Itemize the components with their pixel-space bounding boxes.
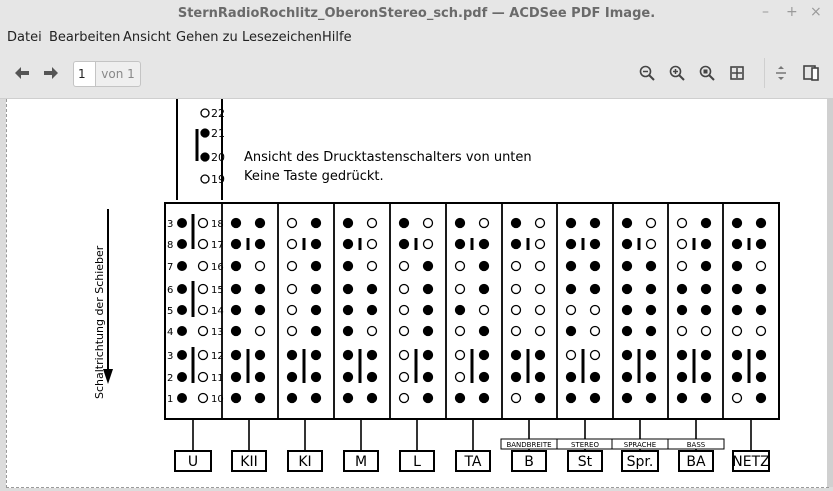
document-page <box>6 99 829 488</box>
contact-dot <box>178 306 187 315</box>
contact-dot <box>201 153 209 161</box>
contact-dot <box>512 262 521 271</box>
contact-dot <box>344 306 353 315</box>
contact-dot <box>480 394 489 403</box>
contact-dot <box>232 219 241 228</box>
contact-dot <box>368 351 377 360</box>
contact-dot <box>178 373 187 382</box>
contact-dot <box>232 285 241 294</box>
contact-dot <box>456 219 465 228</box>
button-label: NETZ <box>732 454 770 470</box>
contact-dot <box>312 327 321 336</box>
contact-dot <box>199 285 208 294</box>
document-viewer[interactable] <box>0 99 833 491</box>
contact-dot <box>536 262 545 271</box>
contact-dot <box>312 219 321 228</box>
contact-dot <box>256 373 265 382</box>
button-label: B <box>524 454 534 470</box>
contact-dot <box>312 373 321 382</box>
contact-dot <box>678 373 687 382</box>
contact-dot <box>400 285 409 294</box>
contact-dot <box>733 306 742 315</box>
contact-dot <box>567 306 576 315</box>
group-label: BASS <box>686 441 706 449</box>
side-label: Schaltrichtung der Schieber <box>93 245 106 399</box>
row-number-right: 11 <box>211 373 224 384</box>
contact-dot <box>368 240 377 249</box>
contact-dot <box>456 351 465 360</box>
contact-dot <box>456 327 465 336</box>
contact-dot <box>256 394 265 403</box>
contact-dot <box>647 351 656 360</box>
contact-dot <box>591 327 600 336</box>
contact-dot <box>256 306 265 315</box>
caption-line-1: Ansicht des Drucktastenschalters von unten <box>244 150 532 165</box>
contact-dot <box>733 285 742 294</box>
row-number-right: 10 <box>211 394 224 405</box>
title-bar <box>0 0 833 28</box>
contact-dot <box>232 394 241 403</box>
contact-dot <box>536 219 545 228</box>
contact-number: 20 <box>211 151 225 164</box>
contact-dot <box>757 306 766 315</box>
contact-dot <box>178 285 187 294</box>
row-number-right: 12 <box>211 351 224 362</box>
contact-dot <box>424 285 433 294</box>
caption-line-2: Keine Taste gedrückt. <box>244 169 384 184</box>
contact-dot <box>232 351 241 360</box>
contact-dot <box>757 285 766 294</box>
contact-dot <box>199 240 208 249</box>
row-number-left: 2 <box>167 373 174 384</box>
contact-dot <box>400 327 409 336</box>
contact-dot <box>344 219 353 228</box>
contact-dot <box>344 373 353 382</box>
menu-gehen-zu[interactable]: Gehen zu <box>176 30 238 45</box>
contact-dot <box>536 373 545 382</box>
contact-dot <box>288 240 297 249</box>
contact-dot <box>178 327 187 336</box>
contact-dot <box>678 285 687 294</box>
row-number-left: 5 <box>167 306 174 317</box>
row-number-left: 1 <box>167 394 174 405</box>
contact-dot <box>591 285 600 294</box>
contact-dot <box>232 373 241 382</box>
contact-dot <box>368 262 377 271</box>
contact-dot <box>424 327 433 336</box>
contact-dot <box>647 219 656 228</box>
contact-dot <box>424 306 433 315</box>
contact-dot <box>678 394 687 403</box>
contact-dot <box>647 262 656 271</box>
contact-dot <box>480 373 489 382</box>
row-number-left: 3 <box>167 219 174 230</box>
contact-dot <box>480 306 489 315</box>
contact-dot <box>623 219 632 228</box>
contact-dot <box>312 306 321 315</box>
contact-dot <box>647 394 656 403</box>
contact-dot <box>480 327 489 336</box>
contact-dot <box>456 262 465 271</box>
contact-dot <box>201 175 209 183</box>
contact-dot <box>536 285 545 294</box>
contact-dot <box>199 373 208 382</box>
toolbar-separator <box>764 58 765 88</box>
contact-dot <box>424 373 433 382</box>
contact-dot <box>757 240 766 249</box>
contact-dot <box>512 240 521 249</box>
contact-dot <box>456 394 465 403</box>
contact-dot <box>757 351 766 360</box>
contact-dot <box>199 351 208 360</box>
contact-dot <box>512 306 521 315</box>
contact-dot <box>512 373 521 382</box>
contact-dot <box>702 285 711 294</box>
contact-dot <box>232 240 241 249</box>
contact-dot <box>288 262 297 271</box>
contact-dot <box>312 351 321 360</box>
menu-bearbeiten[interactable]: Bearbeiten <box>49 30 121 45</box>
toolbar <box>0 48 833 99</box>
contact-dot <box>591 219 600 228</box>
contact-dot <box>591 394 600 403</box>
contact-dot <box>344 285 353 294</box>
contact-dot <box>591 351 600 360</box>
contact-dot <box>256 219 265 228</box>
contact-dot <box>256 351 265 360</box>
contact-dot <box>312 262 321 271</box>
row-number-right: 13 <box>211 327 224 338</box>
contact-dot <box>678 219 687 228</box>
row-number-right: 16 <box>211 262 224 273</box>
button-label: KII <box>240 454 258 470</box>
contact-dot <box>199 306 208 315</box>
contact-dot <box>647 327 656 336</box>
contact-dot <box>512 327 521 336</box>
contact-dot <box>702 262 711 271</box>
contact-dot <box>256 240 265 249</box>
contact-dot <box>536 327 545 336</box>
contact-dot <box>591 306 600 315</box>
menu-ansicht[interactable]: Ansicht <box>123 30 172 45</box>
contact-dot <box>201 109 209 117</box>
contact-dot <box>288 394 297 403</box>
contact-dot <box>288 373 297 382</box>
arrow-left-icon[interactable] <box>11 62 33 84</box>
contact-dot <box>400 351 409 360</box>
row-number-right: 18 <box>211 219 224 230</box>
contact-dot <box>647 306 656 315</box>
contact-dot <box>623 394 632 403</box>
contact-dot <box>368 394 377 403</box>
contact-dot <box>757 327 766 336</box>
contact-dot <box>368 306 377 315</box>
contact-dot <box>733 351 742 360</box>
contact-dot <box>424 219 433 228</box>
contact-dot <box>456 240 465 249</box>
group-label: STEREO <box>571 441 599 449</box>
page-number-input[interactable]: 1 <box>73 61 100 87</box>
contact-dot <box>480 351 489 360</box>
contact-dot <box>623 285 632 294</box>
scrollbar[interactable] <box>827 99 833 487</box>
contact-dot <box>647 285 656 294</box>
contact-dot <box>623 306 632 315</box>
contact-dot <box>344 351 353 360</box>
contact-dot <box>591 240 600 249</box>
contact-dot <box>678 306 687 315</box>
group-label: SPRACHE <box>623 441 657 449</box>
contact-dot <box>623 262 632 271</box>
contact-dot <box>623 373 632 382</box>
contact-dot <box>623 351 632 360</box>
contact-dot <box>456 285 465 294</box>
contact-dot <box>757 394 766 403</box>
contact-dot <box>368 373 377 382</box>
contact-dot <box>178 219 187 228</box>
contact-dot <box>424 351 433 360</box>
contact-dot <box>733 394 742 403</box>
menu-hilfe[interactable]: Hilfe <box>322 30 352 45</box>
contact-dot <box>591 373 600 382</box>
contact-dot <box>344 240 353 249</box>
contact-dot <box>344 327 353 336</box>
contact-dot <box>567 327 576 336</box>
row-number-right: 14 <box>211 306 224 317</box>
row-number-left: 7 <box>167 262 174 273</box>
contact-dot <box>702 327 711 336</box>
contact-dot <box>733 219 742 228</box>
contact-dot <box>567 285 576 294</box>
group-label: BANDBREITE <box>506 441 552 449</box>
contact-dot <box>567 351 576 360</box>
contact-dot <box>368 285 377 294</box>
row-number-right: 17 <box>211 240 224 251</box>
contact-dot <box>288 285 297 294</box>
contact-dot <box>733 327 742 336</box>
button-label: U <box>187 454 199 470</box>
contact-dot <box>256 327 265 336</box>
contact-dot <box>368 327 377 336</box>
contact-dot <box>400 373 409 382</box>
contact-dot <box>567 394 576 403</box>
contact-dot <box>512 285 521 294</box>
contact-dot <box>567 262 576 271</box>
contact-dot <box>678 262 687 271</box>
zoom-fit-icon[interactable] <box>696 62 718 84</box>
contact-dot <box>400 262 409 271</box>
contact-dot <box>456 373 465 382</box>
contact-number: 22 <box>211 107 225 120</box>
contact-dot <box>480 240 489 249</box>
contact-number: 19 <box>211 173 225 186</box>
contact-dot <box>178 240 187 249</box>
row-number-left: 3 <box>167 351 174 362</box>
contact-dot <box>256 285 265 294</box>
contact-dot <box>424 394 433 403</box>
button-label: L <box>413 454 421 470</box>
button-label: M <box>354 454 368 470</box>
contact-dot <box>702 373 711 382</box>
contact-dot <box>567 219 576 228</box>
contact-dot <box>199 327 208 336</box>
button-label: KI <box>298 454 312 470</box>
contact-dot <box>733 373 742 382</box>
contact-dot <box>288 306 297 315</box>
contact-dot <box>480 219 489 228</box>
row-number-left: 8 <box>167 240 174 251</box>
contact-dot <box>201 129 209 137</box>
contact-dot <box>591 262 600 271</box>
row-number-left: 4 <box>167 327 174 338</box>
contact-number: 21 <box>211 127 225 140</box>
contact-dot <box>232 262 241 271</box>
contact-dot <box>757 373 766 382</box>
contact-dot <box>232 306 241 315</box>
contact-dot <box>702 394 711 403</box>
contact-dot <box>733 240 742 249</box>
contact-dot <box>702 351 711 360</box>
contact-dot <box>702 240 711 249</box>
minimize-button[interactable]: – <box>762 4 769 20</box>
page-total-label: von 1 <box>95 61 141 87</box>
contact-dot <box>368 219 377 228</box>
contact-dot <box>232 327 241 336</box>
zoom-out-icon[interactable] <box>636 62 658 84</box>
contact-dot <box>480 285 489 294</box>
contact-dot <box>702 306 711 315</box>
contact-dot <box>178 262 187 271</box>
button-label: BA <box>686 454 706 470</box>
contact-dot <box>199 262 208 271</box>
window-title: SternRadioRochlitz_OberonStereo_sch.pdf — ACDSee PDF Image. <box>177 6 656 21</box>
contact-dot <box>344 262 353 271</box>
contact-dot <box>400 306 409 315</box>
contact-dot <box>424 240 433 249</box>
row-number-left: 6 <box>167 285 174 296</box>
contact-dot <box>456 306 465 315</box>
row-number-right: 15 <box>211 285 224 296</box>
contact-dot <box>312 240 321 249</box>
contact-dot <box>757 262 766 271</box>
contact-dot <box>512 394 521 403</box>
contact-dot <box>256 262 265 271</box>
contact-dot <box>702 219 711 228</box>
contact-dot <box>757 219 766 228</box>
contact-dot <box>400 394 409 403</box>
contact-dot <box>678 240 687 249</box>
contact-dot <box>536 306 545 315</box>
sidebar-icon[interactable] <box>800 62 822 84</box>
contact-dot <box>512 219 521 228</box>
contact-dot <box>400 240 409 249</box>
close-button[interactable]: × <box>810 4 822 20</box>
contact-dot <box>288 327 297 336</box>
button-label: St <box>577 454 593 470</box>
contact-dot <box>424 262 433 271</box>
maximize-button[interactable]: + <box>786 4 798 20</box>
contact-dot <box>623 327 632 336</box>
contact-dot <box>536 240 545 249</box>
contact-dot <box>567 240 576 249</box>
contact-dot <box>623 240 632 249</box>
arrow-right-icon[interactable] <box>40 62 62 84</box>
contact-dot <box>647 373 656 382</box>
fit-height-icon[interactable] <box>770 62 792 84</box>
button-label: Spr. <box>626 454 654 470</box>
contact-dot <box>733 262 742 271</box>
contact-dot <box>312 394 321 403</box>
contact-dot <box>288 351 297 360</box>
menu-lesezeichen[interactable]: Lesezeichen <box>242 30 322 45</box>
contact-dot <box>178 351 187 360</box>
contact-dot <box>512 351 521 360</box>
contact-dot <box>678 351 687 360</box>
contact-dot <box>312 285 321 294</box>
contact-dot <box>199 219 208 228</box>
menu-bar <box>0 28 833 48</box>
zoom-page-icon[interactable] <box>726 62 748 84</box>
contact-dot <box>199 394 208 403</box>
contact-dot <box>288 219 297 228</box>
contact-dot <box>480 262 489 271</box>
contact-dot <box>647 240 656 249</box>
contact-dot <box>400 219 409 228</box>
contact-dot <box>536 351 545 360</box>
menu-datei[interactable]: Datei <box>7 30 42 45</box>
zoom-in-icon[interactable] <box>666 62 688 84</box>
contact-dot <box>567 373 576 382</box>
contact-dot <box>536 394 545 403</box>
contact-dot <box>178 394 187 403</box>
contact-dot <box>678 327 687 336</box>
button-label: TA <box>464 454 482 470</box>
contact-dot <box>344 394 353 403</box>
